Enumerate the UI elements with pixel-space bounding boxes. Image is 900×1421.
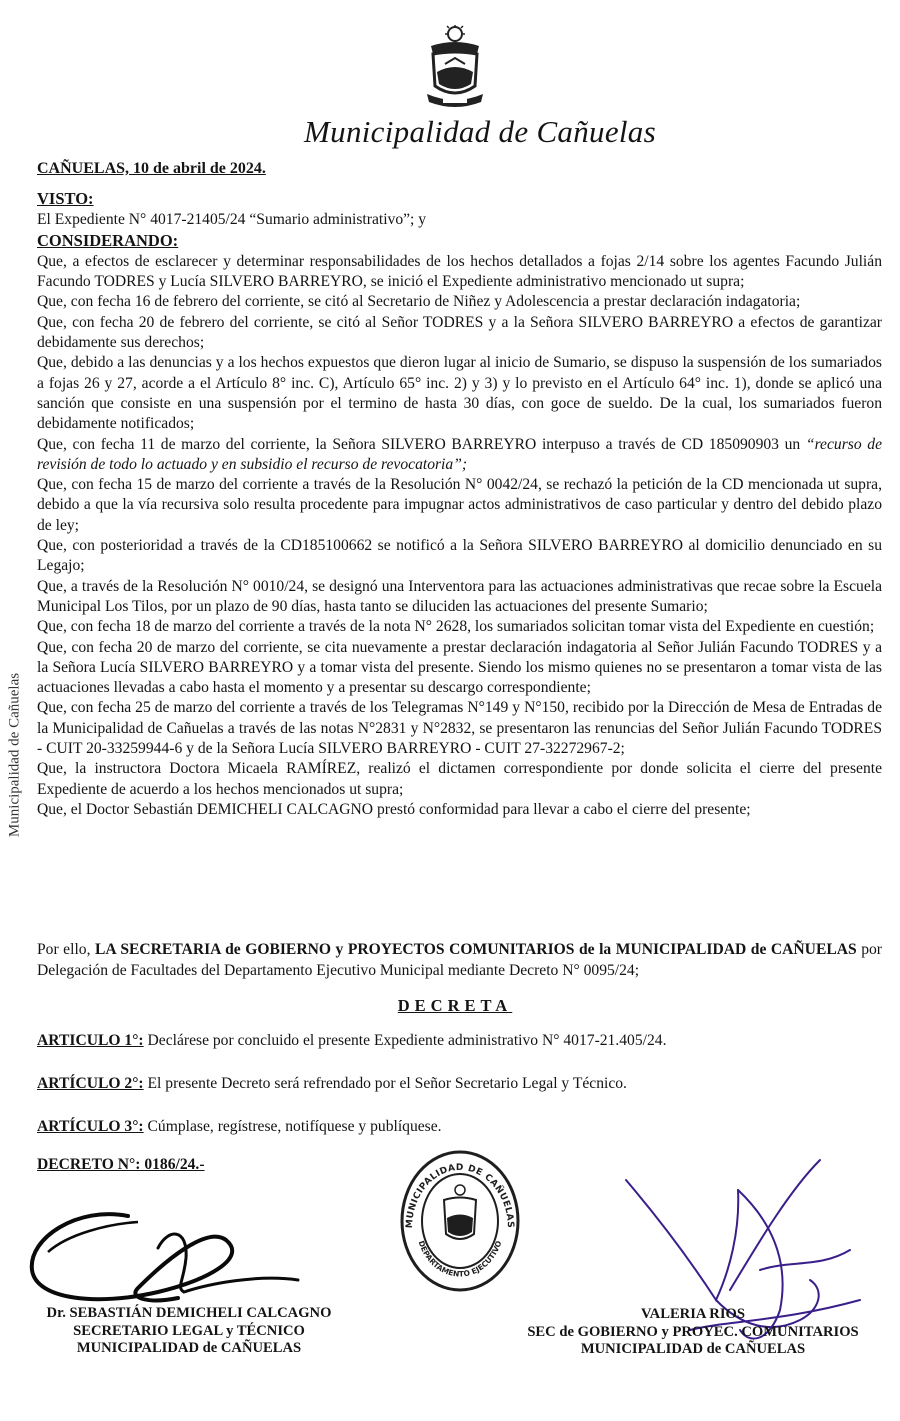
municipality-title: Municipalidad de Cañuelas bbox=[304, 114, 656, 149]
article-text: Cúmplase, regístrese, notifíquese y publíquese. bbox=[143, 1118, 442, 1135]
considerando-paragraph: Que, con fecha 15 de marzo del corriente a través de la Resolución N° 0042/24, se rechazó la petición de la CD mencionada ut supra, debido a que la vía recursiva solo resulta procedente para impugnar actos administrativos de caso particular y dentro del debido plazo de ley; bbox=[37, 476, 882, 534]
paragraph-text: Que, con fecha 11 de marzo del corriente, la Señora SILVERO BARREYRO interpuso a través de CD 185090903 un bbox=[37, 435, 806, 453]
considerando-paragraph: Que, con posterioridad a través de la CD185100662 se notificó a la Señora SILVERO BARREYRO al domicilio denunciado en su Legajo; bbox=[37, 537, 882, 575]
svg-text:DEPARTAMENTO EJECUTIVO bbox=[417, 1240, 504, 1279]
por-ello-paragraph bbox=[37, 940, 882, 981]
right-signatory bbox=[520, 1306, 866, 1359]
side-stamp bbox=[3, 660, 27, 850]
municipal-crest-icon bbox=[423, 24, 487, 112]
article-text: El presente Decreto será refrendado por el Señor Secretario Legal y Técnico. bbox=[143, 1075, 627, 1092]
left-signatory-org: MUNICIPALIDAD de CAÑUELAS bbox=[76, 1340, 302, 1356]
article-label: ARTÍCULO 2°: bbox=[37, 1075, 144, 1092]
article-3 bbox=[37, 1118, 442, 1136]
por-ello-lead: Por ello, bbox=[37, 941, 95, 958]
visto-text: El Expediente N° 4017-21405/24 “Sumario administrativo”; y bbox=[37, 211, 427, 229]
authority-name: LA SECRETARIA de GOBIERNO y PROYECTOS COMUNITARIOS de la MUNICIPALIDAD de CAÑUELAS bbox=[95, 941, 857, 958]
quoted-appeal: “recurso de revisión de todo lo actuado y en subsidio el recurso de revocatoria”; bbox=[37, 435, 883, 473]
decree-number: DECRETO N°: 0186/24.- bbox=[37, 1156, 205, 1173]
considerando-heading: CONSIDERANDO: bbox=[37, 230, 179, 250]
article-1 bbox=[37, 1032, 666, 1050]
left-signatory bbox=[44, 1305, 334, 1358]
decreta-heading: DECRETA bbox=[397, 996, 513, 1015]
considerando-paragraph: Que, con fecha 16 de febrero del corriente, se citó al Secretario de Niñez y Adolescencia a prestar declaración indagatoria; bbox=[37, 293, 801, 311]
considerando-paragraph: Que, con fecha 20 de febrero del corriente, se citó al Señor TODRES y a la Señora SILVERO BARREYRO a efectos de garantizar debidamente sus derechos; bbox=[37, 313, 882, 352]
left-signatory-name: Dr. SEBASTIÁN DEMICHELI CALCAGNO bbox=[46, 1305, 332, 1321]
considerando-paragraph: Que, a efectos de esclarecer y determinar responsabilidades de los hechos detallados a fojas 2/14 sobre los agentes Facundo Julián Facundo TODRES y Lucía SILVERO BARREYRO, se inició el Expediente administrativo mencionado ut supra; bbox=[37, 252, 882, 291]
seal-text-bottom: DEPARTAMENTO EJECUTIVO bbox=[416, 1239, 504, 1279]
por-ello-rest: por Delegación de Facultades del Departamento Ejecutivo Municipal mediante Decreto N° 0095/24; bbox=[37, 941, 882, 979]
visto-heading: VISTO: bbox=[37, 189, 94, 208]
considerando-paragraph: Que, con fecha 20 de marzo del corriente, se cita nuevamente a prestar declaración indagatoria al Señor Julián Facundo TODRES y a la Señora Lucía SILVERO BARREYRO y a tomar vista del presente. Siendo los mismo quienes no se presentaron a tomar vista de las actuaciones llevadas a cabo hasta el momento y a presentar su descargo correspondiente; bbox=[37, 638, 882, 697]
considerando-paragraph: Que, la instructora Doctora Micaela RAMÍREZ, realizó el dictamen correspondiente por donde solicita el cierre del presente Expediente de acuerdo a los hechos mencionados ut supra; bbox=[37, 760, 882, 798]
considerando-paragraph: Que, con fecha 25 de marzo del corriente a través de los Telegramas N°149 y N°150, recibido por la Dirección de Mesa de Entradas de la Municipalidad de Cañuelas a través de las notas N°2831 y N°2832, se presentaron las renuncias del Señor Julián Facundo TODRES - CUIT 20-33259944-6 y de la Señora Lucía SILVERO BARREYRO - CUIT 27-32272967-2; bbox=[37, 699, 882, 758]
right-signatory-name: VALERIA RIOS bbox=[641, 1306, 745, 1322]
left-signature-icon bbox=[8, 1188, 308, 1318]
article-label: ARTÍCULO 3°: bbox=[37, 1118, 144, 1135]
considerando-paragraph: Que, con fecha 18 de marzo del corriente a través de la nota N° 2628, los sumariados solicitan tomar vista del Expediente en cuestión; bbox=[37, 618, 875, 636]
document-date: CAÑUELAS, 10 de abril de 2024. bbox=[37, 160, 266, 177]
considerando-paragraph: Que, debido a las denuncias y a los hechos expuestos que dieron lugar al inicio de Sumario, se dispuso la suspensión de los sumariados a fojas 26 y 27, acorde a el Artículo 8° inc. C), Artículo 65° inc. 2) y 3) y lo previsto en el Artículo 64° inc. 1), donde se aplicó una sanción que consiste en una suspensión por el termino de hasta 30 días, con goce de sueldo. De la cual, los sumariados fueron debidamente notificados; bbox=[37, 354, 882, 433]
official-seal-icon bbox=[398, 1148, 522, 1294]
article-2 bbox=[37, 1075, 627, 1093]
considerando-paragraph bbox=[37, 435, 882, 476]
left-signatory-role: SECRETARIO LEGAL y TÉCNICO bbox=[73, 1322, 305, 1339]
right-signatory-org: MUNICIPALIDAD de CAÑUELAS bbox=[580, 1341, 806, 1357]
article-text: Declárese por concluido el presente Expediente administrativo N° 4017-21.405/24. bbox=[143, 1032, 667, 1049]
document-body bbox=[37, 189, 882, 820]
side-stamp-text: Municipalidad de Cañuelas bbox=[6, 672, 23, 838]
seal-text-top: MUNICIPALIDAD DE CAÑUELAS bbox=[404, 1162, 516, 1229]
article-label: ARTICULO 1°: bbox=[37, 1032, 144, 1049]
considerando-paragraph: Que, el Doctor Sebastián DEMICHELI CALCAGNO prestó conformidad para llevar a cabo el cierre del presente; bbox=[37, 800, 751, 818]
considerando-paragraph: Que, a través de la Resolución N° 0010/24, se designó una Interventora para las actuaciones administrativas que recae sobre la Escuela Municipal Los Tilos, por un plazo de 90 días, hasta tanto se diluciden las actuaciones del presente Sumario; bbox=[37, 577, 882, 615]
right-signatory-role: SEC de GOBIERNO y PROYEC. COMUNITARIOS bbox=[527, 1323, 859, 1340]
